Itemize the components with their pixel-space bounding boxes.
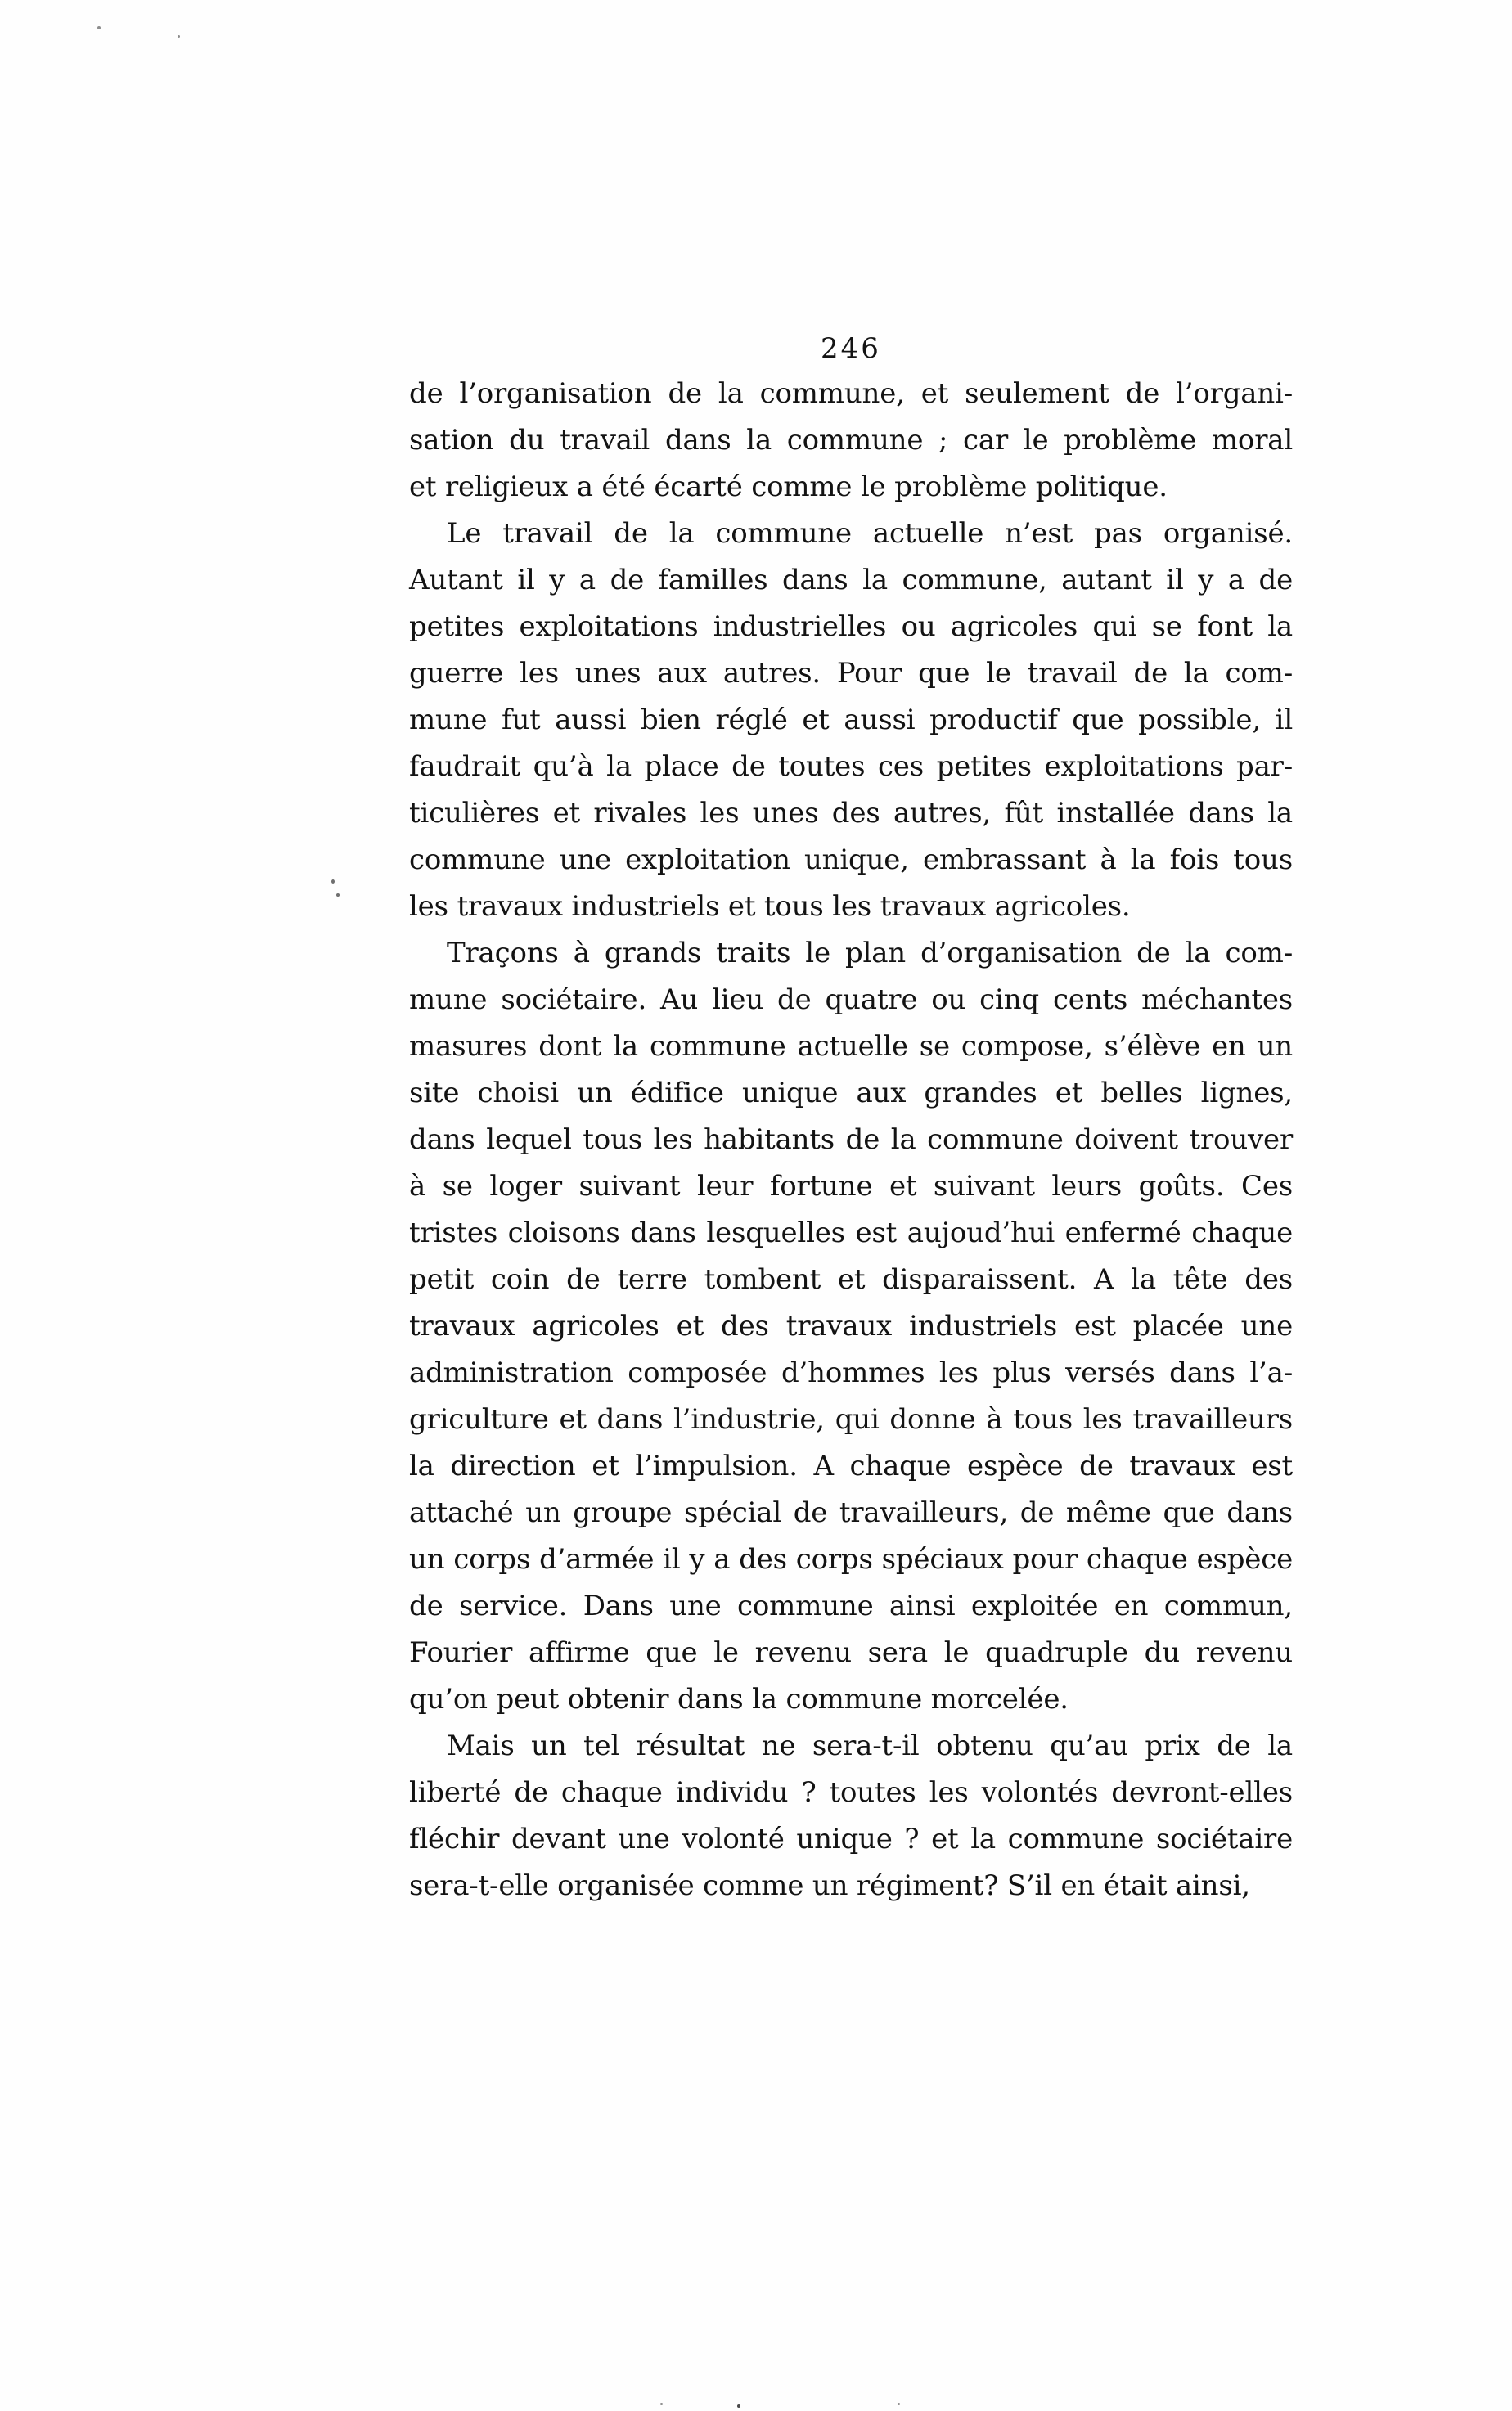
scan-speck (336, 893, 340, 897)
paragraph (409, 511, 1293, 930)
text-line: et religieux a été écarté comme le problème politique. (409, 470, 1168, 503)
scan-speck (898, 2403, 900, 2405)
text-line: petites exploitations industrielles ou agricoles qui se font la (409, 610, 1293, 643)
text-line: masures dont la commune actuelle se compose, s’élève en un (409, 1030, 1293, 1063)
paragraph (409, 930, 1293, 1723)
text-line: administration composée d’hommes les plus versés dans l’a- (409, 1356, 1293, 1389)
scan-speck (97, 26, 101, 29)
paragraph (409, 371, 1293, 511)
text-line: travaux agricoles et des travaux industriels est placée une (409, 1310, 1293, 1343)
text-line: de service. Dans une commune ainsi exploitée en commun, (409, 1590, 1293, 1622)
text-line: un corps d’armée il y a des corps spéciaux pour chaque espèce (409, 1543, 1293, 1576)
scan-speck (660, 2403, 663, 2405)
text-line: sation du travail dans la commune ; car le problème moral (409, 424, 1293, 457)
paragraph (409, 1723, 1293, 1909)
text-line: griculture et dans l’industrie, qui donne à tous les travailleurs (409, 1403, 1293, 1436)
text-line: Traçons à grands traits le plan d’organisation de la com- (447, 937, 1293, 969)
text-line: faudrait qu’à la place de toutes ces petites exploitations par- (409, 750, 1293, 783)
text-line: les travaux industriels et tous les travaux agricoles. (409, 890, 1131, 923)
text-line: commune une exploitation unique, embrassant à la fois tous (409, 843, 1293, 876)
text-line: petit coin de terre tombent et disparaissent. A la tête des (409, 1263, 1293, 1296)
page-number: 246 (821, 332, 881, 365)
text-line: ticulières et rivales les unes des autres, fût installée dans la (409, 797, 1293, 830)
text-line: Fourier affirme que le revenu sera le quadruple du revenu (409, 1636, 1293, 1669)
text-line: fléchir devant une volonté unique ? et la commune sociétaire (409, 1823, 1293, 1855)
text-line: Mais un tel résultat ne sera-t-il obtenu qu’au prix de la (447, 1730, 1293, 1762)
text-line: tristes cloisons dans lesquelles est aujoud’hui enfermé chaque (409, 1217, 1293, 1249)
text-line: la direction et l’impulsion. A chaque espèce de travaux est (409, 1450, 1293, 1482)
text-line: Le travail de la commune actuelle n’est pas organisé. (447, 517, 1293, 550)
text-line: de l’organisation de la commune, et seulement de l’organi- (409, 377, 1293, 410)
scan-speck (178, 35, 180, 38)
text-line: liberté de chaque individu ? toutes les volontés devront-elles (409, 1776, 1293, 1809)
text-line: mune fut aussi bien réglé et aussi productif que possible, il (409, 704, 1293, 736)
text-line: qu’on peut obtenir dans la commune morcelée. (409, 1683, 1069, 1716)
text-line: Autant il y a de familles dans la commune, autant il y a de (409, 564, 1293, 596)
text-line: à se loger suivant leur fortune et suivant leurs goûts. Ces (409, 1170, 1293, 1203)
scan-speck (331, 879, 335, 884)
text-line: site choisi un édifice unique aux grandes et belles lignes, (409, 1077, 1293, 1109)
text-line: dans lequel tous les habitants de la commune doivent trouver (409, 1123, 1293, 1156)
text-line: mune sociétaire. Au lieu de quatre ou cinq cents méchantes (409, 983, 1293, 1016)
text-line: attaché un groupe spécial de travailleurs, de même que dans (409, 1496, 1293, 1529)
scan-speck (737, 2404, 740, 2408)
text-block (409, 371, 1293, 1909)
text-line: guerre les unes aux autres. Pour que le travail de la com- (409, 657, 1293, 690)
text-line: sera-t-elle organisée comme un régiment? S’il en était ainsi, (409, 1869, 1250, 1902)
